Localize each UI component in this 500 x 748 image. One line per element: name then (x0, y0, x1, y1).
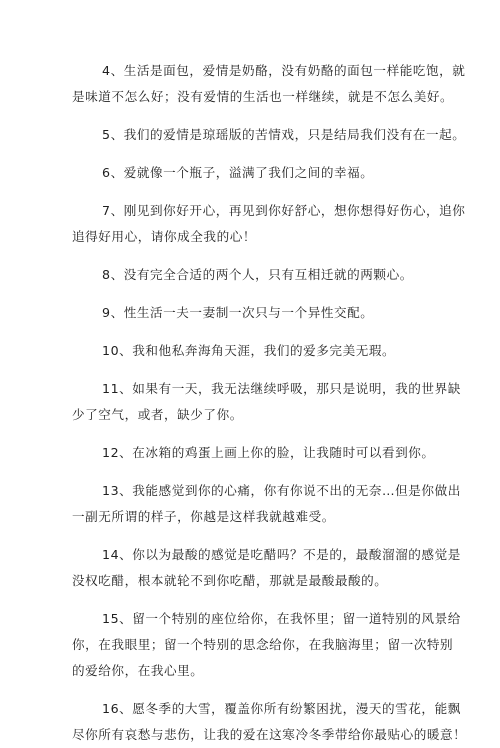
item-line: 8、没有完全合适的两个人，只有互相迁就的两颗心。 (102, 267, 413, 282)
list-item-11 (72, 376, 461, 428)
list-item-13 (72, 478, 461, 530)
list-item-16 (72, 696, 467, 748)
item-line: 的爱给你，在我心里。 (72, 663, 204, 678)
list-item-9 (74, 300, 434, 326)
item-line: 10、我和他私奔海角天涯，我们的爱多完美无瑕。 (102, 343, 396, 358)
item-line: 13、我能感觉到你的心痛，你有你说不出的无奈…但是你做出 (102, 483, 461, 498)
item-line: 16、愿冬季的大雪，覆盖你所有纷繁困扰，漫天的雪花，能飘 (102, 701, 461, 716)
item-line: 7、刚见到你好开心，再见到你好舒心，想你想得好伤心，追你 (102, 203, 466, 218)
item-line: 没权吃醋，根本就轮不到你吃醋，那就是最酸最酸的。 (72, 573, 388, 588)
item-line: 9、性生活一夫一妻制一次只与一个异性交配。 (102, 305, 374, 320)
list-item-15 (72, 606, 461, 684)
list-item-5 (74, 122, 466, 148)
list-item-7 (72, 198, 466, 250)
item-line: 追得好用心，请你成全我的心！ (72, 229, 257, 244)
list-item-4 (72, 58, 466, 110)
item-line: 少了空气，或者，缺少了你。 (72, 407, 243, 422)
list-item-6 (74, 160, 434, 186)
list-item-12 (74, 440, 434, 466)
list-item-8 (74, 262, 434, 288)
item-line: 你，在我眼里；留一个特别的思念给你，在我脑海里；留一次特别 (72, 637, 454, 652)
item-line: 12、在冰箱的鸡蛋上画上你的脸，让我随时可以看到你。 (102, 445, 435, 460)
item-line: 15、留一个特别的座位给你，在我怀里；留一道特别的风景给 (102, 611, 461, 626)
item-line: 14、你以为最酸的感觉是吃醋吗？不是的，最酸溜溜的感觉是 (102, 547, 461, 562)
list-item-10 (74, 338, 434, 364)
item-line: 是味道不怎么好；没有爱情的生活也一样继续，就是不怎么美好。 (72, 89, 454, 104)
item-line: 尽你所有哀愁与悲伤，让我的爱在这寒冷冬季带给你最贴心的暖意！ (72, 727, 467, 742)
item-line: 5、我们的爱情是琼瑶版的苦情戏，只是结局我们没有在一起。 (102, 127, 466, 142)
item-line: 6、爱就像一个瓶子，溢满了我们之间的幸福。 (102, 165, 374, 180)
item-line: 一副无所谓的样子，你越是这样我就越难受。 (72, 509, 335, 524)
list-item-14 (72, 542, 461, 594)
item-line: 11、如果有一天，我无法继续呼吸，那只是说明，我的世界缺 (102, 381, 461, 396)
item-line: 4、生活是面包，爱情是奶酪，没有奶酪的面包一样能吃饱，就 (102, 63, 466, 78)
